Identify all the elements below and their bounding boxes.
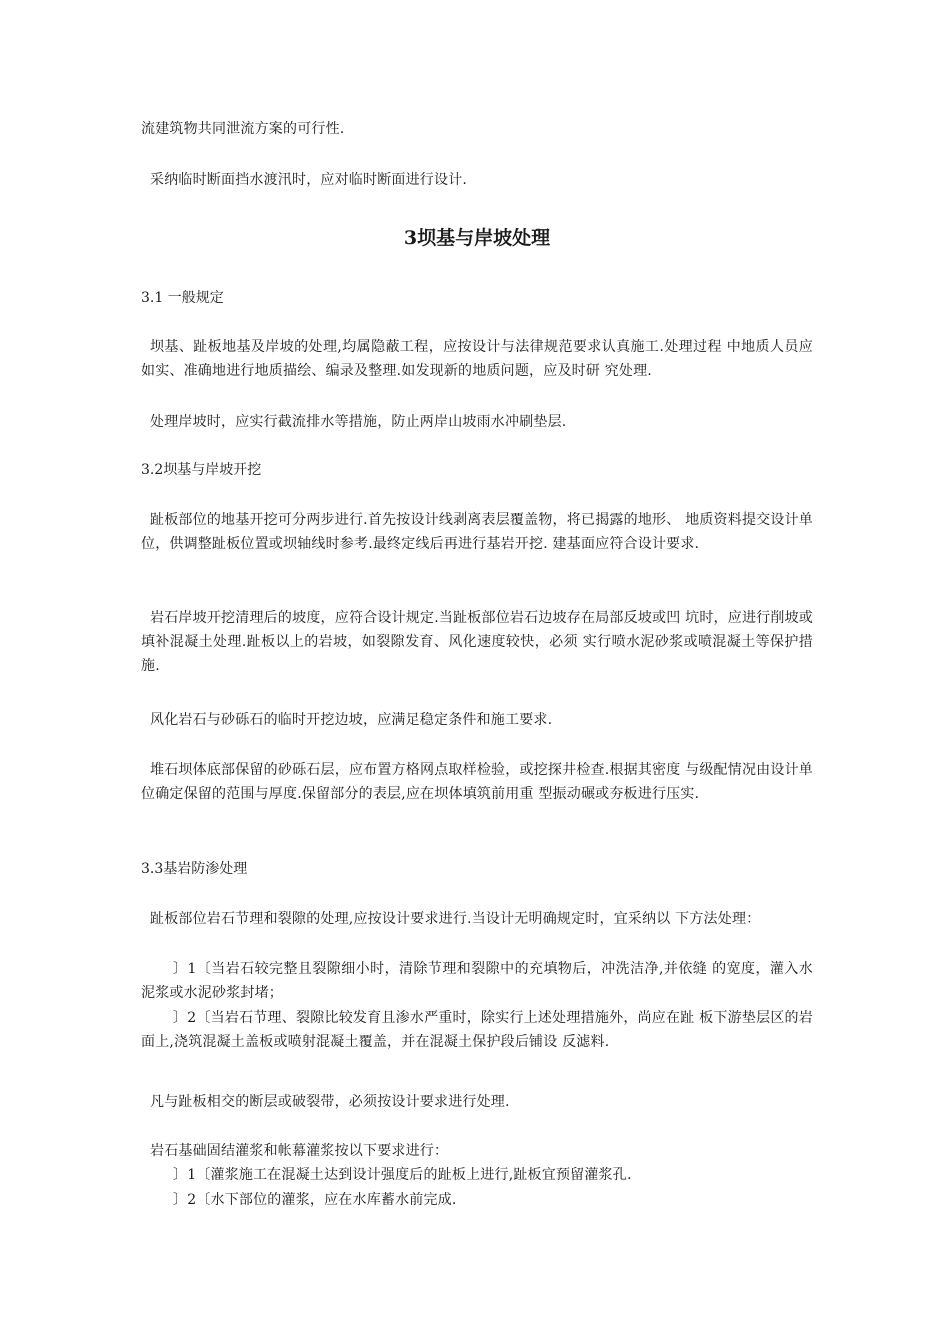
section-heading-3-3: 3.3基岩防渗处理 — [141, 861, 248, 877]
paragraph-slope-drainage: 处理岸坡时，应实行截流排水等措施，防止两岸山坡雨水冲刷垫层. — [150, 414, 567, 430]
paragraph-weathered-rock: 风化岩石与砂砾石的临时开挖边坡，应满足稳定条件和施工要求. — [150, 712, 553, 728]
paragraph-temporary-section: 采纳临时断面挡水渡汛时，应对临时断面进行设计. — [150, 172, 468, 188]
list-item-1: 〕1〔当岩石较完整且裂隙细小时，清除节理和裂隙中的充填物后，冲洗洁净,并依缝 的宽度，灌入水泥浆或水泥砂浆封堵； — [141, 961, 813, 1001]
paragraph-toe-slab-excavation: 趾板部位的地基开挖可分两步进行.首先按设计线剥离表层覆盖物，将已揭露的地形、 地质资料提交设计单位，供调整趾板位置或坝轴线时参考.最终定线后再进行基岩开挖. 建基面应符合设计要求. — [141, 512, 813, 552]
section-heading-3-1: 3.1 一般规定 — [141, 290, 224, 306]
paragraph-joint-treatment: 趾板部位岩石节理和裂隙的处理,应按设计要求进行.当设计无明确规定时，宜采纳以 下方法处理： — [150, 911, 761, 927]
paragraph-gravel-layer: 堆石坝体底部保留的砂砾石层，应布置方格网点取样检验，或挖探井检查.根据其密度 与级配情况由设计单位确定保留的范围与厚度.保留部分的表层,应在坝体填筑前用重 型振动碾或夯板进行压实. — [141, 762, 813, 802]
chapter-heading: 3坝基与岸坡处理 — [403, 227, 551, 249]
paragraph-continuation: 流建筑物共同泄流方案的可行性. — [141, 121, 345, 137]
paragraph-grouting: 岩石基础固结灌浆和帐幕灌浆按以下要求进行： — [150, 1143, 449, 1159]
list-item-2: 〕2〔当岩石节理、裂隙比较发育且渗水严重时，除实行上述处理措施外，尚应在趾 板下游垫层区的岩面上,浇筑混凝土盖板或喷射混凝土覆盖，并在混凝土保护段后铺设 反滤料. — [141, 1010, 813, 1050]
section-heading-3-2: 3.2坝基与岸坡开挖 — [141, 462, 262, 478]
paragraph-fault-zone: 凡与趾板相交的断层或破裂带，必须按设计要求进行处理. — [150, 1094, 510, 1110]
paragraph-rock-slope: 岩石岸坡开挖清理后的坡度，应符合设计规定.当趾板部位岩石边坡存在局部反坡或凹 坑时，应进行削坡或填补混凝土处理.趾板以上的岩坡，如裂隙发育、风化速度较快，必须 实行喷水泥砂浆或喷混凝土等保护措施. — [141, 610, 813, 674]
paragraph-hidden-works: 坝基、趾板地基及岸坡的处理,均属隐蔽工程，应按设计与法律规范要求认真施工.处理过程 中地质人员应如实、准确地进行地质描绘、编录及整理.如发现新的地质问题，应及时研 究处理. — [141, 339, 813, 379]
list-item-grouting-2: 〕2〔水下部位的灌浆，应在水库蓄水前完成. — [173, 1192, 457, 1208]
list-item-grouting-1: 〕1〔灌浆施工在混凝土达到设计强度后的趾板上进行,趾板宜预留灌浆孔. — [173, 1167, 632, 1183]
